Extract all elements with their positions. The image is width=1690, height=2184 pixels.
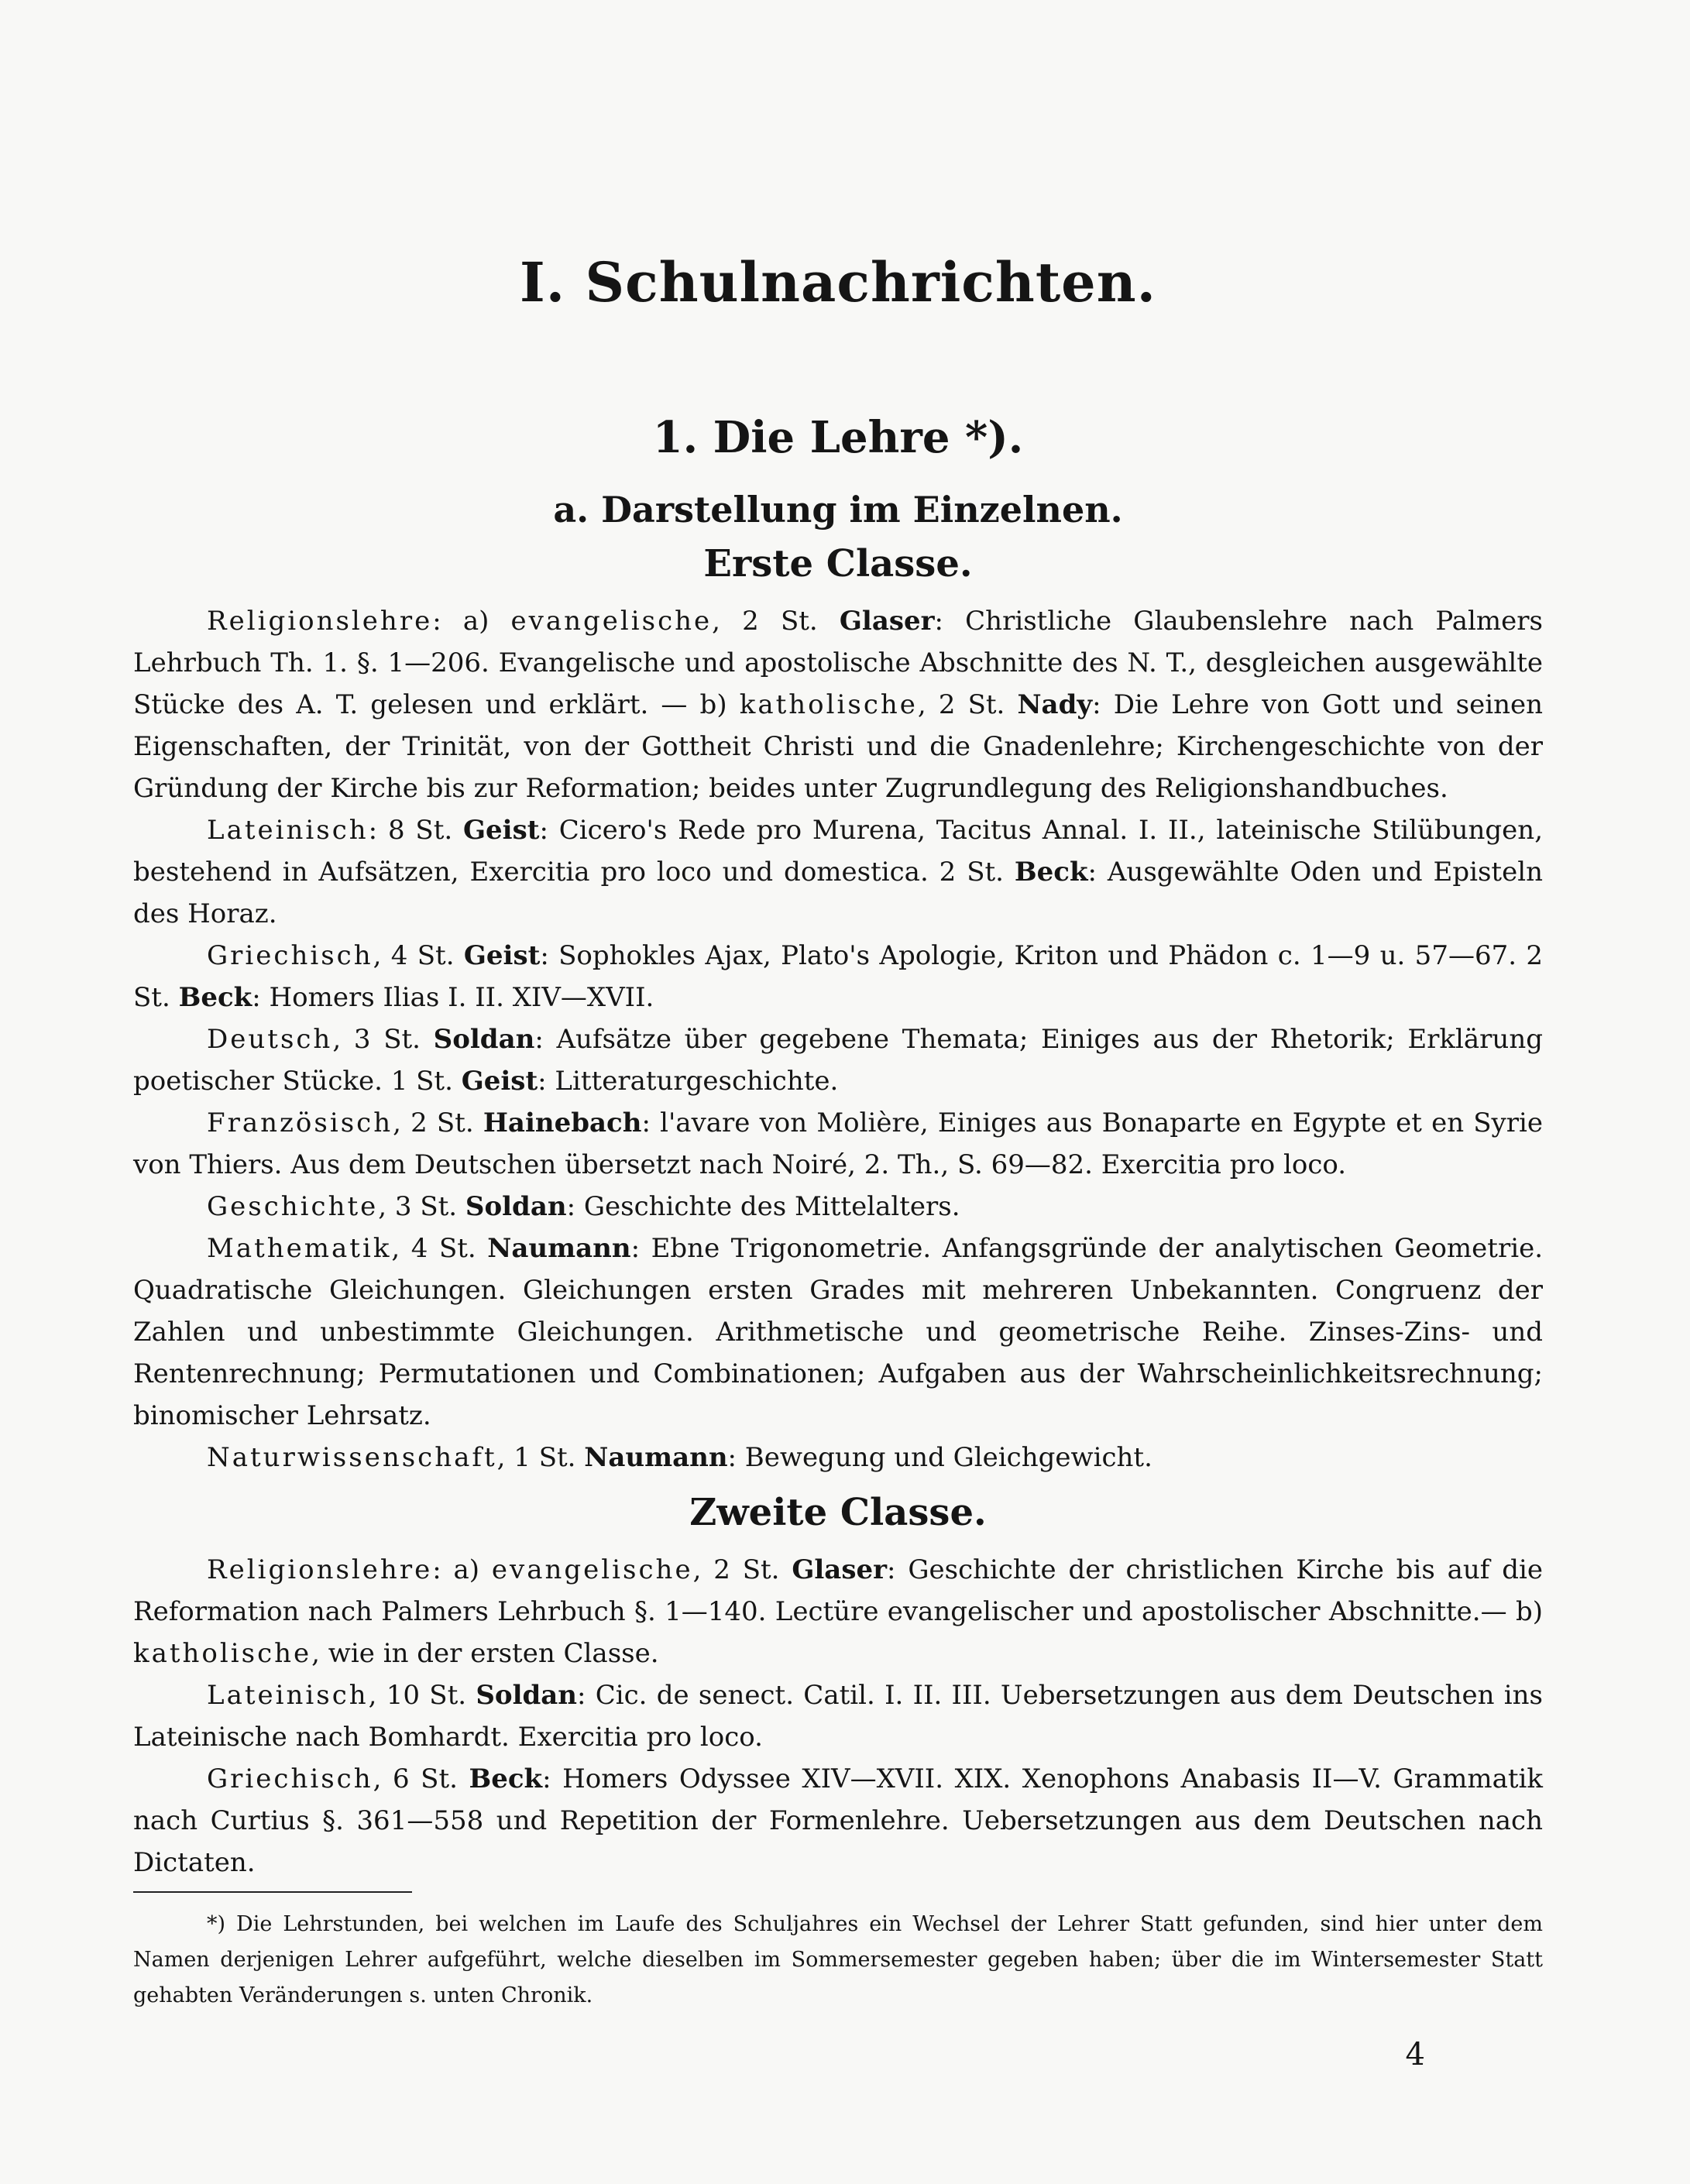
teacher-name: Naumann [487,1233,631,1264]
entry-text: : Homers Odyssee XIV—XVII. XIX. Xenophons Anabasis II—V. Grammatik nach Curtius §. 361—558 und Repetition der Formenlehre. Uebersetzungen aus dem Deutschen nach Dictaten. [133,1763,1544,1878]
subject-entry [133,809,1543,935]
entry-text: : Aufsätze über gegebene Themata; Einiges aus der Rhetorik; Erklärung poetischer Stücke. 1 St. [133,1024,1543,1097]
entry-text: : a) [432,606,511,637]
confession-label: katholische [739,689,918,720]
class-title-second: Zweite Classe. [689,1491,987,1534]
subject-entry [133,1758,1543,1884]
entry-text: : l'avare von Molière, Einiges aus Bonaparte en Egypte et en Syrie von Thiers. Aus dem Deutschen übersetzt nach Noiré, 2. Th., S. 69—82. Exercitia pro loco. [133,1107,1543,1180]
subject-name: Naturwissenschaft [207,1442,497,1473]
entry-text: : a) [432,1554,492,1585]
subject-entry [133,1674,1543,1758]
entry-text: , 2 St. [712,606,840,637]
entry-text: : Cic. de senect. Catil. I. II. III. Uebersetzungen aus dem Deutschen ins Lateinische nach Bomhardt. Exercitia pro loco. [133,1680,1543,1753]
teacher-name: Glaser [792,1554,888,1585]
entry-text: : Die Lehre von Gott und seinen Eigenschaften, der Trinität, von der Gottheit Christi und die Gnadenlehre; Kirchengeschichte von der Gründung der Kirche bis zur Reformation; beides unter Zugrundlegung des Religionshandbuches. [133,689,1543,804]
teacher-name: Naumann [584,1442,728,1473]
entry-text: : Litteraturgeschichte. [538,1066,839,1097]
teacher-name: Glaser [839,606,935,637]
chapter-title: I. Schulnachrichten. [520,250,1156,314]
subject-name: Lateinisch [207,815,369,846]
entry-text: , 1 St. [496,1442,585,1473]
class-section-first [133,600,1543,1478]
subject-name: Geschichte [207,1191,379,1222]
subject-entry [133,1437,1543,1478]
entry-text: : Bewegung und Gleichgewicht. [727,1442,1152,1473]
entry-text: , 4 St. [391,1233,488,1264]
teacher-name: Soldan [465,1191,567,1222]
subject-entry [133,935,1543,1018]
entry-text: , 3 St. [378,1191,465,1222]
class-title-first: Erste Classe. [703,542,973,585]
entry-text: , 2 St. [393,1107,483,1138]
teacher-name: Geist [463,815,540,846]
section-title: 1. Die Lehre *). [652,412,1024,463]
entry-text: : Ausgewählte Oden und Episteln des Horaz. [133,857,1543,929]
entry-text: , 6 St. [373,1763,469,1794]
subject-name: Deutsch [207,1024,333,1055]
entry-text: , 4 St. [373,940,464,971]
subject-name: Religionslehre [207,606,433,637]
subject-name: Mathematik [207,1233,392,1264]
entry-text: , 10 St. [368,1680,476,1711]
subject-name: Lateinisch [207,1680,369,1711]
confession-label: evangelische [510,606,713,637]
subject-entry [133,600,1543,809]
entry-text: : Geschichte der christlichen Kirche bis auf die Reformation nach Palmers Lehrbuch §. 1—140. Lectüre evangelischer und apostolischer Abschnitte.— b) [133,1554,1543,1627]
teacher-name: Nady [1017,689,1093,720]
entry-text: : Geschichte des Mittelalters. [566,1191,960,1222]
teacher-name: Beck [178,982,252,1013]
teacher-name: Beck [469,1763,543,1794]
class-section-second [133,1549,1543,1884]
confession-label: katholische [133,1638,312,1669]
subject-entry [133,1102,1543,1186]
page-content [133,248,1544,1878]
footnote: *) Die Lehrstunden, bei welchen im Laufe des Schuljahres ein Wechsel der Lehrer Statt gefunden, sind hier unter dem Namen derjenigen Lehrer aufgeführt, welche dieselben im Sommersemester gegeben haben; über die im Wintersemester Statt gehabten Veränderungen s. unten Chronik. [133,1912,1543,2007]
entry-text: , wie in der ersten Classe. [311,1638,659,1669]
subject-entry [133,1186,1543,1228]
teacher-name: Geist [461,1066,538,1097]
teacher-name: Beck [1014,857,1088,888]
teacher-name: Soldan [476,1680,578,1711]
subject-entry [133,1228,1543,1437]
entry-text: : 8 St. [368,815,464,846]
confession-label: evangelische [491,1554,693,1585]
entry-text: : Homers Ilias I. II. XIV—XVII. [252,982,654,1013]
entry-text: , 3 St. [332,1024,434,1055]
entry-text: : Sophokles Ajax, Plato's Apologie, Kriton und Phädon c. 1—9 u. 57—67. 2 St. [133,940,1543,1013]
page-number: 4 [1405,2037,1425,2072]
teacher-name: Geist [463,940,541,971]
entry-text: , 2 St. [917,689,1018,720]
subject-name: Griechisch [207,1763,373,1794]
entry-text: : Christliche Glaubenslehre nach Palmers Lehrbuch Th. 1. §. 1—206. Evangelische und apostolische Abschnitte des N. T., desgleichen ausgewählte Stücke des A. T. gelesen und erklärt. — b) [133,606,1543,720]
entry-text: : Cicero's Rede pro Murena, Tacitus Annal. I. II., lateinische Stilübungen, bestehend in Aufsätzen, Exercitia pro loco und domestica. 2 St. [133,815,1543,888]
subject-name: Französisch [207,1107,393,1138]
teacher-name: Hainebach [483,1107,642,1138]
subject-entry [133,1549,1543,1674]
subject-name: Religionslehre [207,1554,433,1585]
entry-text: , 2 St. [692,1554,792,1585]
subject-entry [133,1018,1543,1102]
teacher-name: Soldan [433,1024,535,1055]
entry-text: : Ebne Trigonometrie. Anfangsgründe der analytischen Geometrie. Quadratische Gleichungen. Gleichungen ersten Grades mit mehreren Unbekannten. Congruenz der Zahlen und unbestimmte Gleichungen. Arithmetische und geometrische Reihe. Zinses-Zins- und Rentenrechnung; Permutationen und Combinationen; Aufgaben aus der Wahrscheinlichkeitsrechnung; binomischer Lehrsatz. [133,1233,1544,1431]
footnote-rule [133,1891,412,1893]
subject-name: Griechisch [207,940,373,971]
subsection-title: a. Darstellung im Einzelnen. [553,489,1123,531]
